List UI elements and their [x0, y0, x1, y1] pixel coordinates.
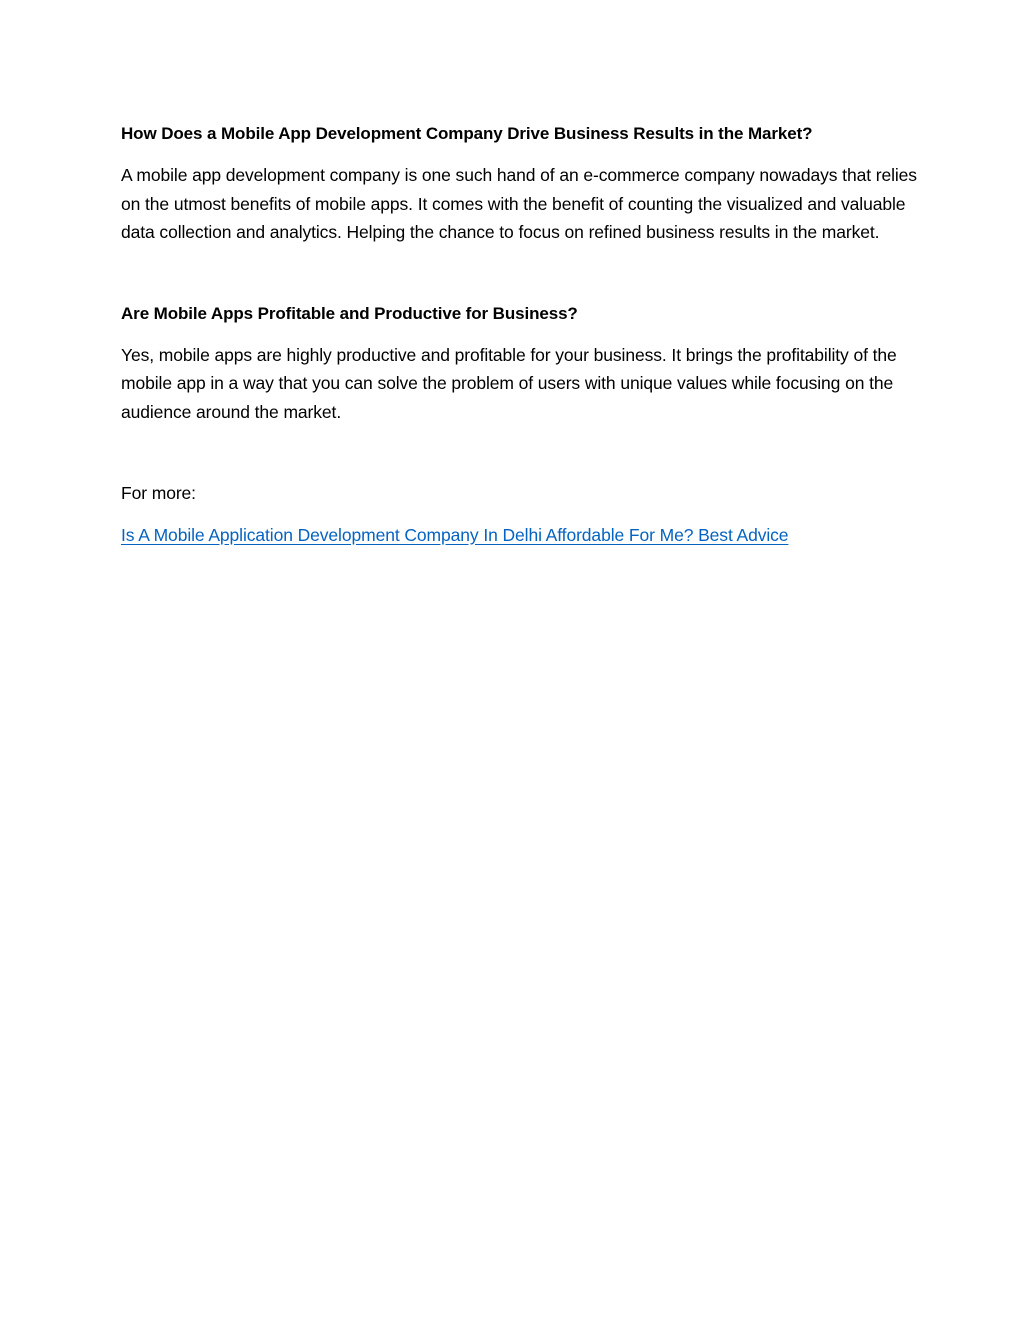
- section-body-business-results: A mobile app development company is one such hand of an e-commerce company nowadays that relies on the utmost benefits of mobile apps. It comes with the benefit of counting the visualized and valuable data collection and analytics. Helping the chance to focus on refined business results in the market.: [121, 165, 917, 242]
- section-heading-business-results: How Does a Mobile App Development Company Drive Business Results in the Market?: [121, 124, 813, 143]
- for-more-label: For more:: [121, 483, 196, 503]
- document-content: [121, 120, 921, 549]
- section-heading-profitable: Are Mobile Apps Profitable and Productive for Business?: [121, 303, 578, 323]
- section-body-profitable: Yes, mobile apps are highly productive and profitable for your business. It brings the profitability of the mobile app in a way that you can solve the problem of users with unique values while focusing on the audience around the market.: [121, 344, 897, 422]
- related-article-link[interactable]: Is A Mobile Application Development Company In Delhi Affordable For Me? Best Advice: [121, 524, 789, 545]
